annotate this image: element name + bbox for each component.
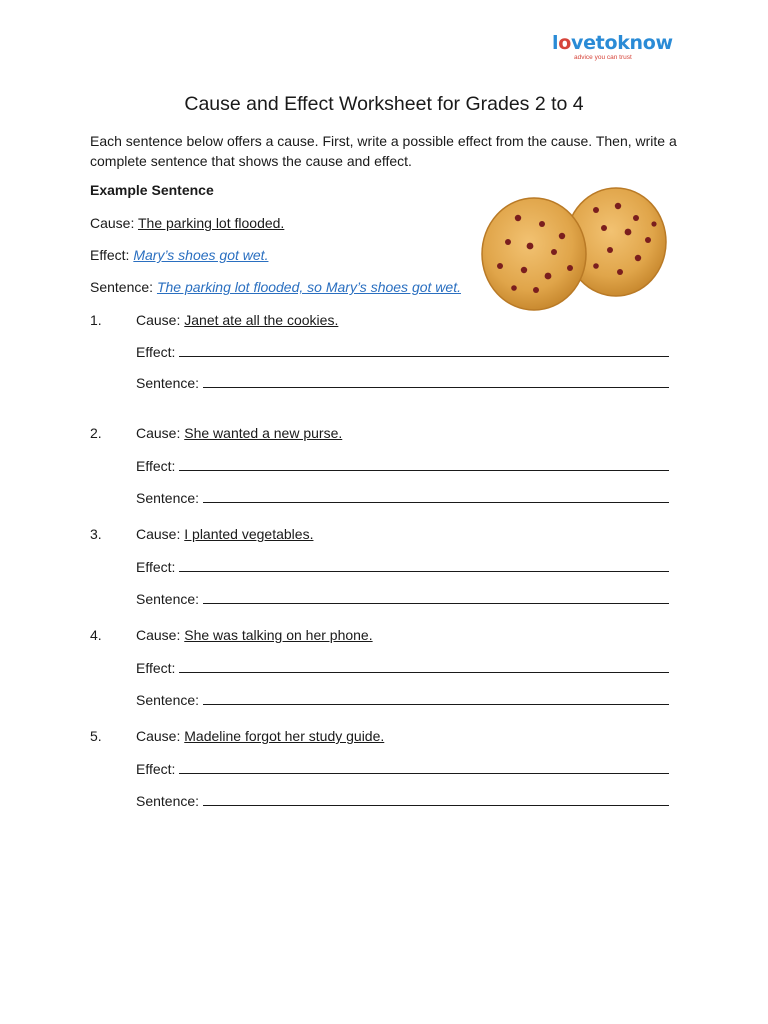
example-cause-line [90,214,284,232]
item-2-sentence-blank[interactable] [203,488,669,503]
item-2-effect-label: Effect: [136,458,176,474]
example-heading: Example Sentence [90,182,214,198]
item-1-cause-line [136,311,338,329]
item-5-effect-label: Effect: [136,761,176,777]
item-2-effect-blank[interactable] [179,456,669,471]
item-3-effect-label: Effect: [136,559,176,575]
cookie-front [482,198,586,310]
cookies-illustration [478,180,678,318]
item-1-sentence-blank[interactable] [203,373,669,388]
example-cause-text: The parking lot flooded. [138,215,285,231]
example-cause-label: Cause: [90,215,135,231]
item-1-cause-label: Cause: [136,312,181,328]
example-sentence-text: The parking lot flooded, so Mary’s shoes got wet. [156,279,461,295]
item-4-cause-line [136,626,373,644]
item-2-number: 2. [90,425,102,441]
item-5-cause-text: Madeline forgot her study guide. [184,728,385,744]
item-1-effect-label: Effect: [136,344,176,360]
logo-wordmark: vetoknow [570,32,673,54]
item-2-sentence-line [136,488,669,507]
item-2-effect-line [136,456,669,475]
instructions-paragraph: Each sentence below offers a cause. First, write a possible effect from the cause. Then, write a complete sentence that shows the cause and effect. [90,133,677,169]
item-4-sentence-label: Sentence: [136,692,200,708]
example-effect-text: Mary’s shoes got wet. [133,247,269,263]
item-2-cause-label: Cause: [136,425,181,441]
item-5-cause-line [136,727,384,745]
logo-letter-l: l [552,32,559,54]
item-4-sentence-blank[interactable] [203,690,669,705]
logo-heart-o: o [558,32,571,54]
item-3-sentence-label: Sentence: [136,591,200,607]
item-4-effect-label: Effect: [136,660,176,676]
item-5-sentence-line [136,791,669,810]
logo-tagline: advice you can trust [574,54,632,61]
item-3-sentence-line [136,589,669,608]
item-1-number: 1. [90,312,102,328]
example-sentence-label: Sentence: [90,279,154,295]
item-3-cause-line [136,525,313,543]
item-1-effect-blank[interactable] [179,342,669,357]
item-3-effect-blank[interactable] [179,557,669,572]
item-2-sentence-label: Sentence: [136,490,200,506]
item-1-effect-line [136,342,669,361]
item-3-effect-line [136,557,669,576]
item-4-number: 4. [90,627,102,643]
example-effect-line [90,246,268,264]
item-3-sentence-blank[interactable] [203,589,669,604]
item-5-sentence-label: Sentence: [136,793,200,809]
item-4-cause-label: Cause: [136,627,181,643]
item-4-effect-line [136,658,669,677]
item-5-sentence-blank[interactable] [203,791,669,806]
item-4-effect-blank[interactable] [179,658,669,673]
item-1-cause-text: Janet ate all the cookies. [184,312,339,328]
item-5-effect-line [136,759,669,778]
item-3-number: 3. [90,526,102,542]
example-effect-label: Effect: [90,247,130,263]
item-1-sentence-label: Sentence: [136,375,200,391]
item-5-cause-label: Cause: [136,728,181,744]
item-2-cause-line [136,424,342,442]
page-title: Cause and Effect Worksheet for Grades 2 to 4 [184,93,584,115]
item-3-cause-label: Cause: [136,526,181,542]
item-2-cause-text: She wanted a new purse. [184,425,343,441]
lovetoknow-logo [552,32,682,66]
item-3-cause-text: I planted vegetables. [184,526,314,542]
item-4-cause-text: She was talking on her phone. [184,627,373,643]
example-sentence-line [90,278,461,296]
item-5-number: 5. [90,728,102,744]
item-1-sentence-line [136,373,669,392]
item-5-effect-blank[interactable] [179,759,669,774]
item-4-sentence-line [136,690,669,709]
